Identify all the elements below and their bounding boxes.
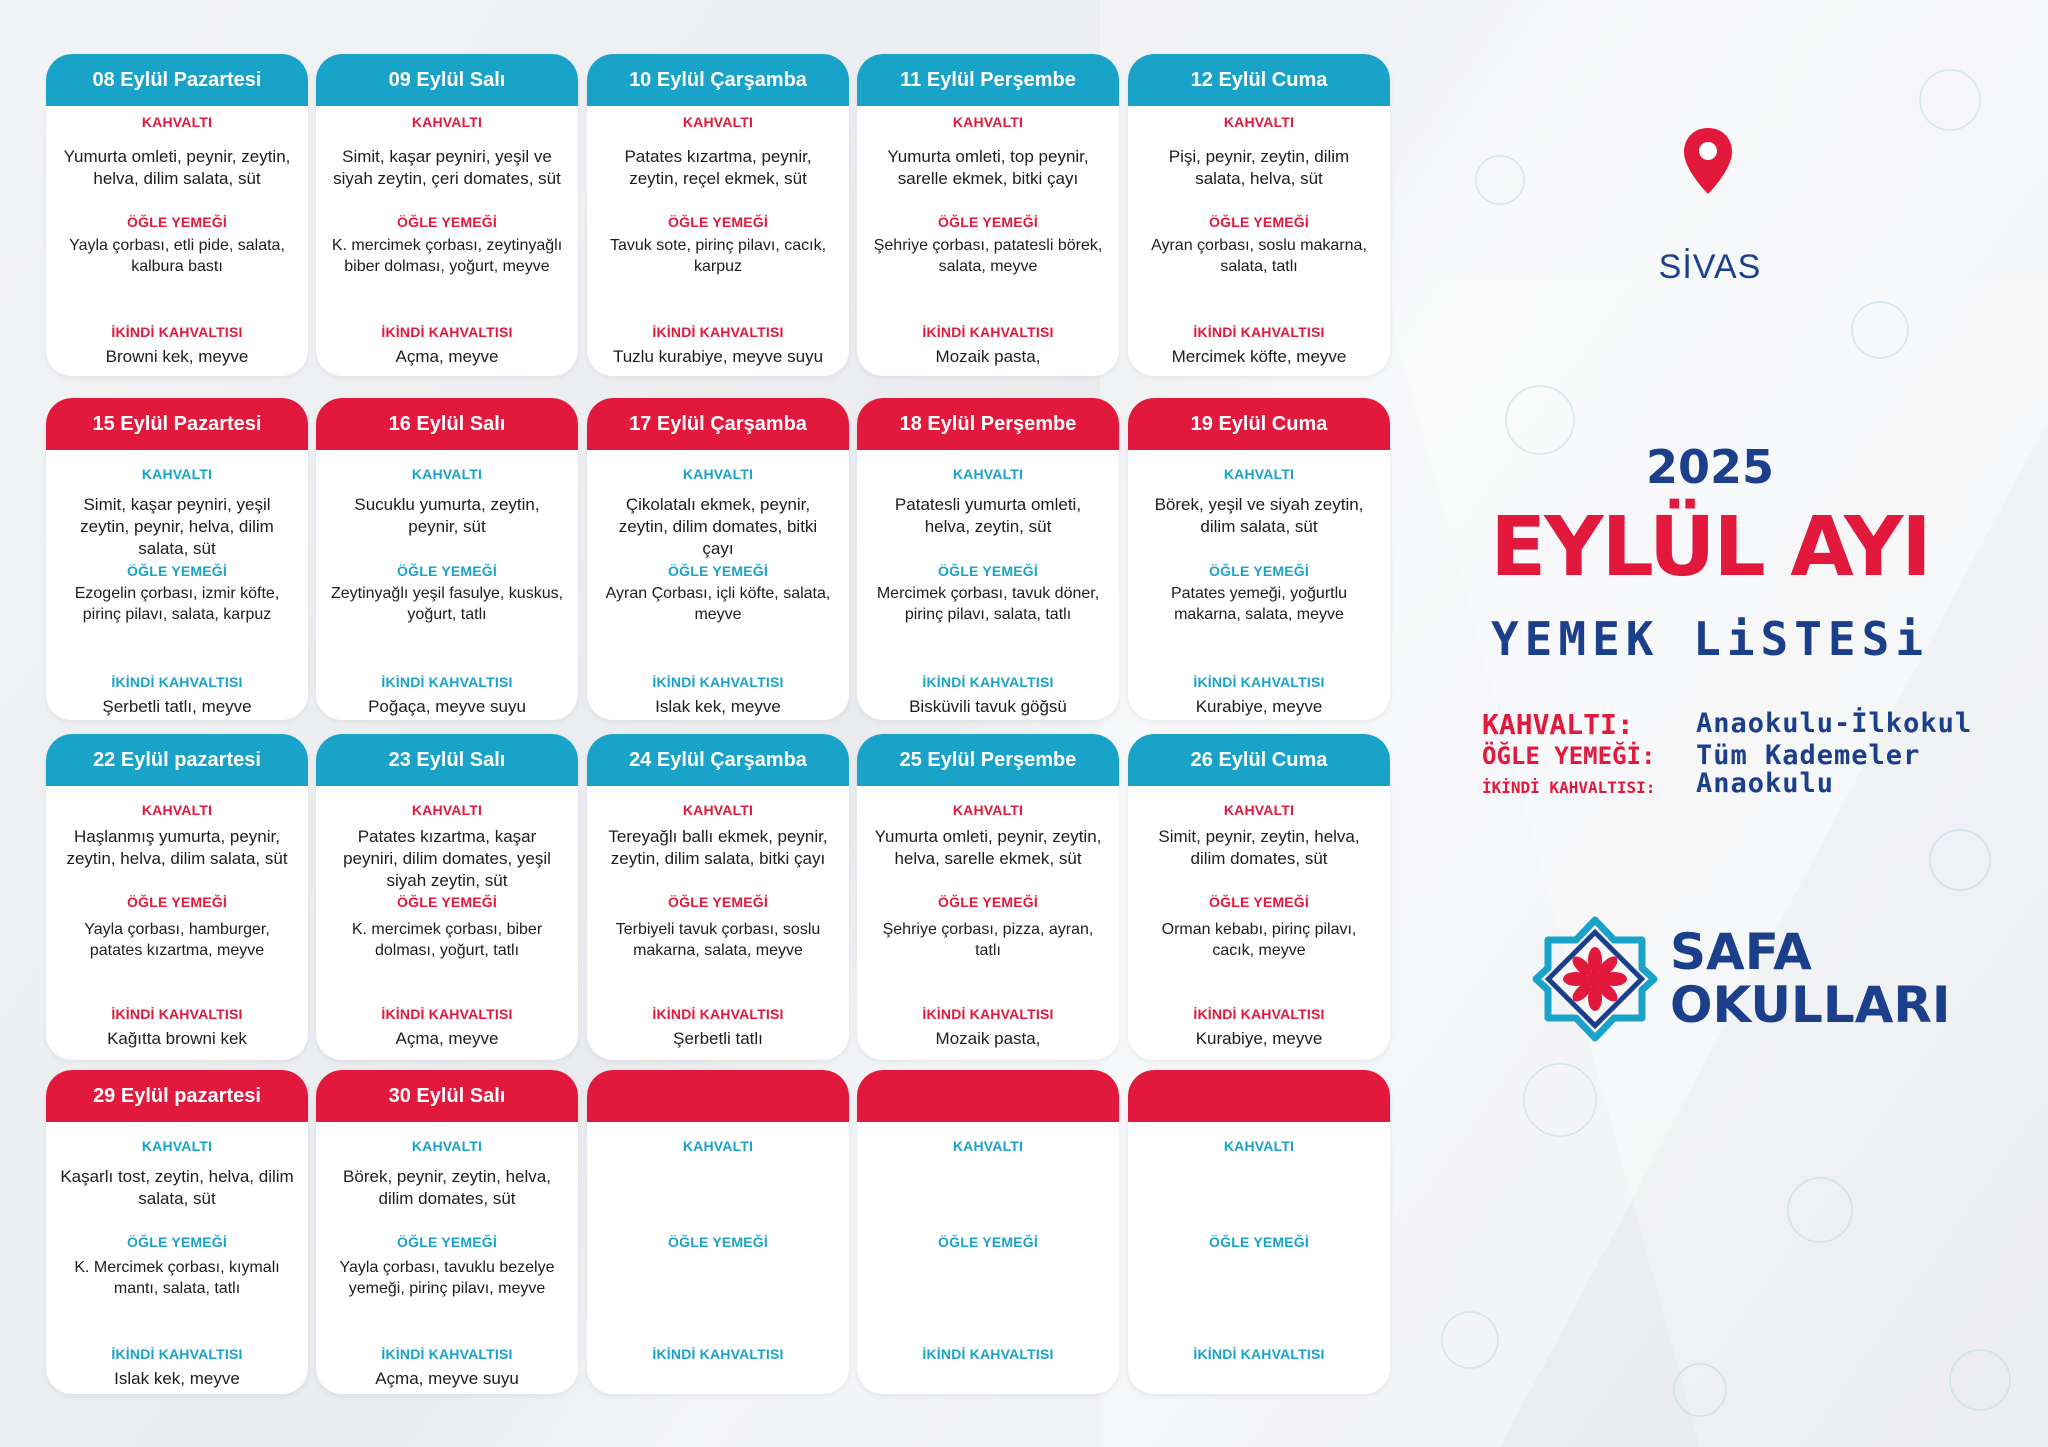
snack-label: İKİNDİ KAHVALTISI bbox=[111, 1346, 243, 1362]
snack-label: İKİNDİ KAHVALTISI bbox=[652, 674, 784, 690]
breakfast-text: Patatesli yumurta omleti, helva, zeytin, süt bbox=[894, 495, 1082, 537]
snack-label: İKİNDİ KAHVALTISI bbox=[922, 674, 1054, 690]
day-title: 15 Eylül Pazartesi bbox=[46, 398, 308, 450]
lunch-text: Ayran çorbası, soslu makarna, salata, tatlı bbox=[1151, 237, 1367, 275]
snack-label: İKİNDİ KAHVALTISI bbox=[111, 324, 243, 340]
snack-label: İKİNDİ KAHVALTISI bbox=[381, 1346, 513, 1362]
breakfast-label: KAHVALTI bbox=[141, 114, 213, 130]
day-card bbox=[857, 734, 1119, 1060]
day-title bbox=[587, 1070, 849, 1122]
day-title: 16 Eylül Salı bbox=[316, 398, 578, 450]
breakfast-text: Çikolatalı ekmek, peynir, zeytin, dilim domates, bitki çayı bbox=[618, 495, 818, 559]
breakfast-text: Tereyağlı ballı ekmek, peynir, zeytin, dilim salata, bitki çayı bbox=[608, 827, 828, 869]
lunch-text: Ezogelin çorbası, izmir köfte, pirinç pilavı, salata, karpuz bbox=[74, 585, 280, 623]
day-card bbox=[587, 398, 849, 720]
day-card bbox=[1128, 734, 1390, 1060]
day-title: 23 Eylül Salı bbox=[316, 734, 578, 786]
day-card bbox=[1128, 54, 1390, 376]
day-card bbox=[46, 734, 308, 1060]
day-title: 30 Eylül Salı bbox=[316, 1070, 578, 1122]
lunch-text: Şehriye çorbası, pizza, ayran, tatlı bbox=[882, 921, 1094, 959]
day-card bbox=[587, 1070, 849, 1394]
legend-value: Anaokulu-İlkokul bbox=[1696, 708, 1973, 739]
menu-grid bbox=[46, 54, 1392, 1394]
day-card bbox=[46, 1070, 308, 1394]
legend-key: ÖĞLE YEMEĞİ: bbox=[1482, 742, 1656, 770]
breakfast-label: KAHVALTI bbox=[1223, 802, 1295, 818]
day-title: 12 Eylül Cuma bbox=[1128, 54, 1390, 106]
snack-label: İKİNDİ KAHVALTISI bbox=[652, 1006, 784, 1022]
breakfast-text: Patates kızartma, peynir, zeytin, reçel ekmek, süt bbox=[624, 147, 812, 189]
breakfast-label: KAHVALTI bbox=[411, 114, 483, 130]
lunch-label: ÖĞLE YEMEĞİ bbox=[1209, 894, 1309, 910]
day-title: 29 Eylül pazartesi bbox=[46, 1070, 308, 1122]
snack-label: İKİNDİ KAHVALTISI bbox=[381, 1006, 513, 1022]
day-card bbox=[46, 54, 308, 376]
snack-label: İKİNDİ KAHVALTISI bbox=[1193, 1006, 1325, 1022]
snack-label: İKİNDİ KAHVALTISI bbox=[1193, 324, 1325, 340]
day-title: 17 Eylül Çarşamba bbox=[587, 398, 849, 450]
breakfast-label: KAHVALTI bbox=[1223, 114, 1295, 130]
breakfast-text: Yumurta omleti, peynir, zeytin, helva, dilim salata, süt bbox=[63, 147, 291, 189]
logo-text bbox=[1670, 923, 1951, 1034]
day-title: 11 Eylül Perşembe bbox=[857, 54, 1119, 106]
lunch-label: ÖĞLE YEMEĞİ bbox=[397, 894, 497, 910]
breakfast-text: Yumurta omleti, top peynir, sarelle ekmek, bitki çayı bbox=[887, 147, 1089, 189]
lunch-label: ÖĞLE YEMEĞİ bbox=[1209, 214, 1309, 230]
breakfast-text: Simit, kaşar peyniri, yeşil zeytin, peynir, helva, dilim salata, süt bbox=[80, 495, 274, 559]
snack-text: Bisküvili tavuk göğsü bbox=[909, 697, 1067, 716]
legend-key: KAHVALTI: bbox=[1482, 708, 1634, 741]
breakfast-text: Simit, peynir, zeytin, helva, dilim domates, süt bbox=[1158, 827, 1360, 869]
lunch-label: ÖĞLE YEMEĞİ bbox=[668, 894, 768, 910]
snack-text: Açma, meyve bbox=[395, 347, 499, 366]
breakfast-label: KAHVALTI bbox=[141, 802, 213, 818]
lunch-label: ÖĞLE YEMEĞİ bbox=[938, 214, 1038, 230]
day-title bbox=[1128, 1070, 1390, 1122]
lunch-text: Mercimek çorbası, tavuk döner, pirinç pilavı, salata, tatlı bbox=[876, 585, 1100, 623]
day-title: 09 Eylül Salı bbox=[316, 54, 578, 106]
day-card bbox=[587, 54, 849, 376]
breakfast-text: Haşlanmış yumurta, peynir, zeytin, helva, dilim salata, süt bbox=[66, 827, 288, 869]
lunch-label: ÖĞLE YEMEĞİ bbox=[938, 563, 1038, 579]
lunch-text: Patates yemeği, yoğurtlu makarna, salata, meyve bbox=[1170, 585, 1348, 623]
breakfast-label: KAHVALTI bbox=[682, 802, 754, 818]
breakfast-text: Börek, peynir, zeytin, helva, dilim domates, süt bbox=[343, 1167, 551, 1209]
lunch-label: ÖĞLE YEMEĞİ bbox=[1209, 1234, 1309, 1250]
snack-label: İKİNDİ KAHVALTISI bbox=[111, 1006, 243, 1022]
lunch-text: Yayla çorbası, etli pide, salata, kalbura bastı bbox=[69, 237, 285, 275]
lunch-text: K. mercimek çorbası, zeytinyağlı biber dolması, yoğurt, meyve bbox=[331, 237, 563, 275]
lunch-text: Yayla çorbası, hamburger, patates kızartma, meyve bbox=[84, 921, 270, 959]
lunch-label: ÖĞLE YEMEĞİ bbox=[397, 1234, 497, 1250]
breakfast-label: KAHVALTI bbox=[411, 1138, 483, 1154]
snack-text: Açma, meyve suyu bbox=[375, 1369, 519, 1388]
day-card bbox=[1128, 1070, 1390, 1394]
breakfast-label: KAHVALTI bbox=[952, 466, 1024, 482]
year-title: 2025 bbox=[1645, 440, 1775, 494]
lunch-label: ÖĞLE YEMEĞİ bbox=[127, 1234, 227, 1250]
snack-label: İKİNDİ KAHVALTISI bbox=[381, 324, 513, 340]
day-title: 26 Eylül Cuma bbox=[1128, 734, 1390, 786]
day-card bbox=[316, 54, 578, 376]
day-card bbox=[1128, 398, 1390, 720]
breakfast-label: KAHVALTI bbox=[141, 1138, 213, 1154]
lunch-text: Tavuk sote, pirinç pilavı, cacık, karpuz bbox=[609, 237, 827, 275]
breakfast-text: Sucuklu yumurta, zeytin, peynir, süt bbox=[354, 495, 540, 537]
day-title: 08 Eylül Pazartesi bbox=[46, 54, 308, 106]
breakfast-label: KAHVALTI bbox=[682, 466, 754, 482]
snack-label: İKİNDİ KAHVALTISI bbox=[1193, 1346, 1325, 1362]
snack-text: Kurabiye, meyve bbox=[1195, 697, 1323, 716]
snack-text: Açma, meyve bbox=[395, 1029, 499, 1048]
lunch-label: ÖĞLE YEMEĞİ bbox=[397, 563, 497, 579]
breakfast-text: Börek, yeşil ve siyah zeytin, dilim salata, süt bbox=[1154, 495, 1364, 537]
legend-value: Tüm Kademeler bbox=[1696, 740, 1921, 771]
school-logo bbox=[1530, 910, 1990, 1050]
snack-label: İKİNDİ KAHVALTISI bbox=[1193, 674, 1325, 690]
day-title bbox=[857, 1070, 1119, 1122]
snack-label: İKİNDİ KAHVALTISI bbox=[922, 324, 1054, 340]
lunch-label: ÖĞLE YEMEĞİ bbox=[668, 563, 768, 579]
location-pin-icon bbox=[1682, 126, 1734, 196]
snack-text: Islak kek, meyve bbox=[655, 697, 781, 716]
legend-row bbox=[1482, 768, 2022, 804]
lunch-text: K. Mercimek çorbası, kıymalı mantı, salata, tatlı bbox=[74, 1259, 280, 1297]
snack-label: İKİNDİ KAHVALTISI bbox=[381, 674, 513, 690]
breakfast-text: Yumurta omleti, peynir, zeytin, helva, sarelle ekmek, süt bbox=[874, 827, 1102, 869]
snack-label: İKİNDİ KAHVALTISI bbox=[111, 674, 243, 690]
breakfast-text: Kaşarlı tost, zeytin, helva, dilim salata, süt bbox=[60, 1167, 294, 1209]
lunch-label: ÖĞLE YEMEĞİ bbox=[668, 1234, 768, 1250]
breakfast-label: KAHVALTI bbox=[411, 802, 483, 818]
day-card bbox=[316, 1070, 578, 1394]
month-title: EYLÜL AYI bbox=[1490, 500, 1930, 595]
snack-label: İKİNDİ KAHVALTISI bbox=[922, 1006, 1054, 1022]
lunch-text: Orman kebabı, pirinç pilavı, cacık, meyve bbox=[1161, 921, 1357, 959]
day-card bbox=[46, 398, 308, 720]
breakfast-label: KAHVALTI bbox=[952, 114, 1024, 130]
snack-text: Şerbetli tatlı bbox=[673, 1029, 763, 1048]
breakfast-text: Simit, kaşar peyniri, yeşil ve siyah zeytin, çeri domates, süt bbox=[333, 147, 561, 189]
day-title: 19 Eylül Cuma bbox=[1128, 398, 1390, 450]
legend bbox=[1482, 708, 2022, 804]
safa-emblem-icon bbox=[1530, 914, 1660, 1044]
day-card bbox=[587, 734, 849, 1060]
day-title: 24 Eylül Çarşamba bbox=[587, 734, 849, 786]
lunch-text: Şehriye çorbası, patatesli börek, salata, meyve bbox=[873, 237, 1103, 275]
lunch-label: ÖĞLE YEMEĞİ bbox=[127, 563, 227, 579]
day-title: 22 Eylül pazartesi bbox=[46, 734, 308, 786]
lunch-label: ÖĞLE YEMEĞİ bbox=[1209, 563, 1309, 579]
breakfast-label: KAHVALTI bbox=[1223, 466, 1295, 482]
day-title: 25 Eylül Perşembe bbox=[857, 734, 1119, 786]
lunch-label: ÖĞLE YEMEĞİ bbox=[127, 214, 227, 230]
lunch-text: Terbiyeli tavuk çorbası, soslu makarna, salata, meyve bbox=[615, 921, 821, 959]
snack-text: Browni kek, meyve bbox=[105, 347, 249, 366]
snack-label: İKİNDİ KAHVALTISI bbox=[652, 1346, 784, 1362]
breakfast-label: KAHVALTI bbox=[682, 1138, 754, 1154]
snack-text: Mercimek köfte, meyve bbox=[1171, 347, 1347, 366]
snack-text: Poğaça, meyve suyu bbox=[368, 697, 526, 716]
snack-text: Şerbetli tatlı, meyve bbox=[102, 697, 252, 716]
legend-row bbox=[1482, 708, 2022, 740]
day-card bbox=[316, 734, 578, 1060]
lunch-label: ÖĞLE YEMEĞİ bbox=[127, 894, 227, 910]
breakfast-label: KAHVALTI bbox=[1223, 1138, 1295, 1154]
day-card bbox=[316, 398, 578, 720]
menu-subtitle: YEMEK LiSTESi bbox=[1490, 612, 1930, 666]
day-card bbox=[857, 54, 1119, 376]
city-name: SİVAS bbox=[1658, 248, 1762, 286]
day-title: 18 Eylül Perşembe bbox=[857, 398, 1119, 450]
breakfast-label: KAHVALTI bbox=[952, 802, 1024, 818]
snack-label: İKİNDİ KAHVALTISI bbox=[922, 1346, 1054, 1362]
day-title: 10 Eylül Çarşamba bbox=[587, 54, 849, 106]
day-card bbox=[857, 398, 1119, 720]
snack-text: Mozaik pasta, bbox=[935, 1029, 1041, 1048]
lunch-text: Yayla çorbası, tavuklu bezelye yemeği, pirinç pilavı, meyve bbox=[339, 1259, 555, 1297]
logo-line-2: OKULLARI bbox=[1670, 975, 1951, 1034]
lunch-label: ÖĞLE YEMEĞİ bbox=[938, 1234, 1038, 1250]
snack-text: Kurabiye, meyve bbox=[1195, 1029, 1323, 1048]
day-card bbox=[857, 1070, 1119, 1394]
lunch-label: ÖĞLE YEMEĞİ bbox=[668, 214, 768, 230]
snack-text: Islak kek, meyve bbox=[114, 1369, 240, 1388]
logo-line-1: SAFA bbox=[1670, 923, 1812, 981]
breakfast-label: KAHVALTI bbox=[141, 466, 213, 482]
location-panel bbox=[1430, 60, 1990, 286]
lunch-text: Ayran Çorbası, içli köfte, salata, meyve bbox=[605, 585, 831, 623]
lunch-text: K. mercimek çorbası, biber dolması, yoğurt, tatlı bbox=[351, 921, 543, 959]
snack-text: Mozaik pasta, bbox=[935, 347, 1041, 366]
legend-value: Anaokulu bbox=[1696, 768, 1835, 799]
breakfast-text: Pişi, peynir, zeytin, dilim salata, helva, süt bbox=[1168, 147, 1350, 189]
breakfast-label: KAHVALTI bbox=[682, 114, 754, 130]
snack-text: Kağıtta browni kek bbox=[107, 1029, 247, 1048]
legend-key: İKİNDİ KAHVALTISI: bbox=[1482, 778, 1656, 797]
breakfast-label: KAHVALTI bbox=[952, 1138, 1024, 1154]
snack-text: Tuzlu kurabiye, meyve suyu bbox=[612, 347, 824, 366]
lunch-label: ÖĞLE YEMEĞİ bbox=[397, 214, 497, 230]
breakfast-text: Patates kızartma, kaşar peyniri, dilim domates, yeşil siyah zeytin, süt bbox=[343, 827, 551, 891]
lunch-text: Zeytinyağlı yeşil fasulye, kuskus, yoğurt, tatlı bbox=[330, 585, 564, 623]
lunch-label: ÖĞLE YEMEĞİ bbox=[938, 894, 1038, 910]
breakfast-label: KAHVALTI bbox=[411, 466, 483, 482]
snack-label: İKİNDİ KAHVALTISI bbox=[652, 324, 784, 340]
